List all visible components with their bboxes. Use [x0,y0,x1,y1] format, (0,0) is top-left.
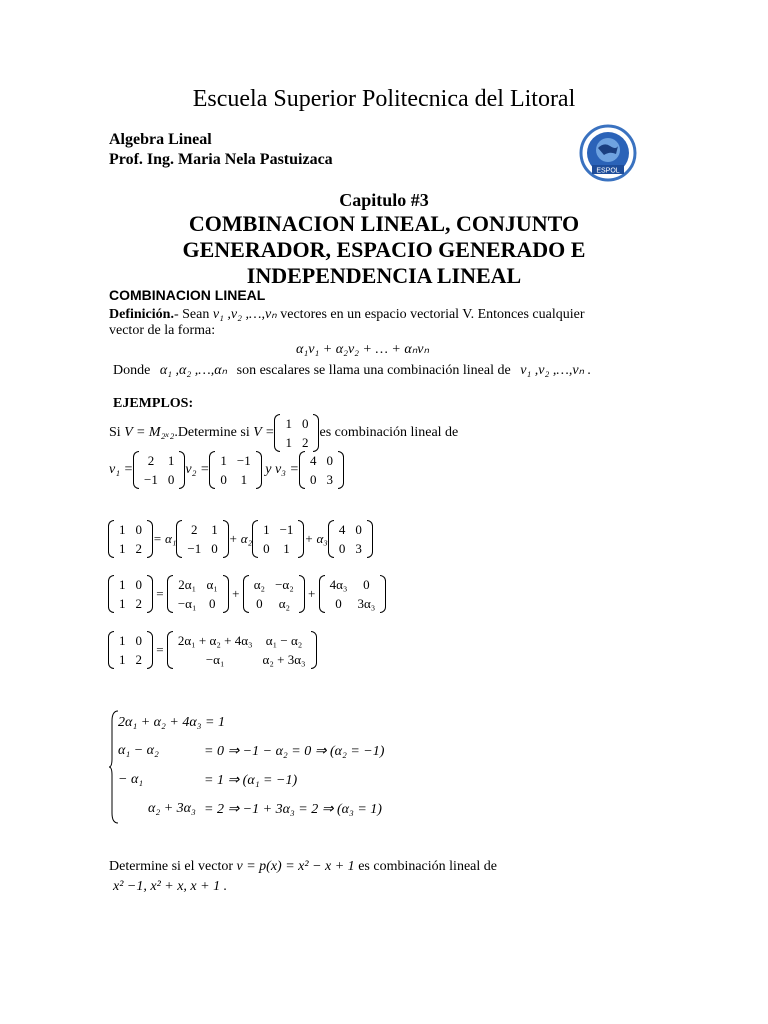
chapter-label: Capitulo #3 [339,190,429,210]
combination-formula: α₁v₁ + α₂v₂ + … + αₙvₙ [296,342,430,357]
matrix-v1: 2 1 −1 0 [133,451,185,489]
definition-line-2: vector de la forma: [109,323,216,338]
course-name: Algebra Lineal [109,131,212,148]
svg-text:ESPOL: ESPOL [596,167,620,175]
system-eq-4: α₂ + 3α₃ = 2 ⇒ −1 + 3α₃ = 2 ⇒ (α₃ = 1) [148,801,382,817]
matrix-v3: 4 0 0 3 [299,451,344,489]
school-name: Escuela Superior Politecnica del Litoral [192,86,576,112]
examples-heading: EJEMPLOS: [113,396,194,411]
definition-line-3: Donde α₁ ,α₂ ,…,αₙ son escalares se llama una combinación lineal de v₁ ,v₂ ,…,vₙ . [113,363,592,378]
equation-step-1: 1 0 1 2 = α₁ 2 1 −1 0 + α₂ 1 −1 0 1 + α₃ 4 0 0 3 [108,520,373,558]
example-line-1: Si V = M₂ₓ₂ .Determine si V = 1 0 1 2 es combinación lineal de [109,416,459,450]
equation-step-3: 1 0 1 2 = 2α₁ + α₂ + 4α₃ α₁ − α₂ −α₁ α₂ + 3α₃ [108,631,317,669]
chapter-title: COMBINACION LINEAL, CONJUNTO GENERADOR, ESPACIO GENERADO E INDEPENDENCIA LINEAL [182,211,586,288]
definition-line-1: Definición.- Sean v₁ ,v₂ ,…,vₙ vectores en un espacio vectorial V. Entonces cualquier [109,307,585,322]
system-eq-2: α₁ − α₂ = 0 ⇒ −1 − α₂ = 0 ⇒ (α₂ = −1) [118,743,385,759]
section-heading: COMBINACION LINEAL [109,287,266,303]
professor-name: Prof. Ing. Maria Nela Pastuizaca [109,151,333,168]
question-line-1: Determine si el vector v = p(x) = x² − x + 1 es combinación lineal de [109,859,497,874]
definition-label: Definición. [109,307,174,322]
matrix-v2: 1 −1 0 1 [209,451,261,489]
system-eq-3: − α₁ = 1 ⇒ (α₁ = −1) [118,772,298,788]
system-eq-1: 2α₁ + α₂ + 4α₃ = 1 [118,715,225,730]
example-line-2: v₁ = 2 1 −1 0 v₂ = 1 −1 0 1 y v₃ = 4 0 0 3 [109,451,344,489]
espol-logo [576,124,640,184]
equation-step-2: 1 0 1 2 = 2α₁ α₁ −α₁ 0 + α₂ −α₂ 0 α₂ + 4α₃ 0 0 3α₃ [108,575,386,613]
matrix-V: 1 0 1 2 [274,414,319,452]
question-line-2: x² −1, x² + x, x + 1 . [113,879,228,894]
